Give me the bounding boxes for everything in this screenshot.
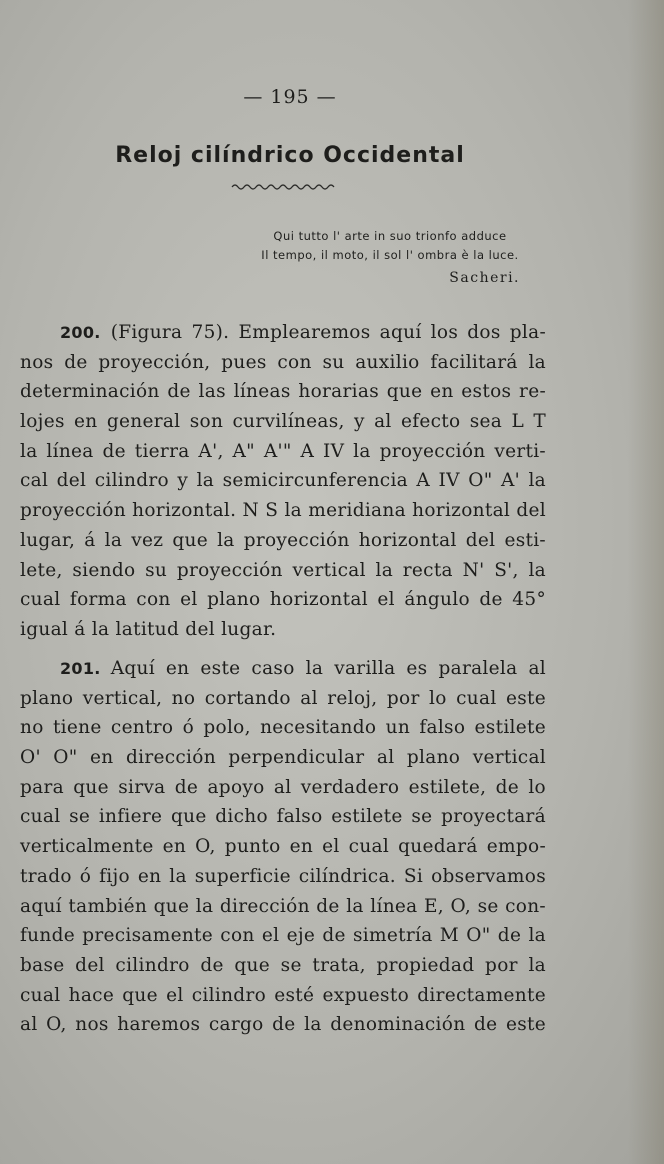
decorative-wave-rule-icon [230,180,340,194]
epigraph-line: Qui tutto l' arte in suo trionfo adduce [273,229,507,243]
paragraph-line: lojes en general son curvilíneas, y al efecto sea L T [20,411,546,433]
paragraph-line: base del cilindro de que se trata, propiedad por la [20,954,546,976]
epigraph-line: Il tempo, il moto, il sol l' ombra è la luce. [261,248,519,262]
epigraph [210,227,570,265]
paragraph-number: 201. [60,659,101,678]
paragraph-number: 200. [60,323,101,342]
paragraph-line: 200. (Figura 75). Emplearemos aquí los dos pla- [60,322,546,343]
section-title: Reloj cilíndrico Occidental [115,143,465,168]
paragraph-line: cual hace que el cilindro esté expuesto directamente [20,984,546,1006]
paragraph-line: no tiene centro ó polo, necesitando un falso estilete [20,717,546,739]
paragraph-line: lete, siendo su proyección vertical la recta N' S', la [20,559,546,581]
paragraph-line: lugar, á la vez que la proyección horizontal del esti- [20,529,546,551]
paragraph-line: cal del cilindro y la semicircunferencia A IV O" A' la [20,470,546,492]
page-number: — 195 — [243,86,337,108]
paragraph-line: trado ó fijo en la superficie cilíndrica. Si observamos [20,865,546,887]
paragraph-line: cual forma con el plano horizontal el ángulo de 45° [20,589,546,611]
paragraph-line: al O, nos haremos cargo de la denominación de este [20,1014,546,1036]
paragraph-line: nos de proyección, pues con su auxilio facilitará la [20,351,546,373]
paragraph-line: cual se infiere que dicho falso estilete se proyectará [20,806,546,828]
paragraph-line: determinación de las líneas horarias que en estos re- [20,381,546,403]
paragraph-line: funde precisamente con el eje de simetría M O" de la [20,925,546,947]
paragraph-line: la línea de tierra A', A" A'" A IV la proyección verti- [20,440,546,462]
paragraph-line: O' O" en dirección perpendicular al plano vertical [20,747,546,769]
epigraph-author: Sacheri. [449,270,520,286]
paragraph-line: plano vertical, no cortando al reloj, por lo cual este [20,687,546,709]
paragraph-line: proyección horizontal. N S la meridiana horizontal del [20,500,546,522]
paragraph-line: aquí también que la dirección de la línea E, O, se con- [20,895,546,917]
paragraph-line: 201. Aquí en este caso la varilla es paralela al [60,658,546,679]
paragraph-200 [20,318,546,645]
paragraph-line: igual á la latitud del lugar. [20,618,277,640]
paragraph-line: para que sirva de apoyo al verdadero estilete, de lo [20,776,546,798]
page-edge-shadow [628,0,664,1164]
paragraph-line: verticalmente en O, punto en el cual quedará empo- [20,836,546,858]
paragraph-201 [20,654,546,1040]
